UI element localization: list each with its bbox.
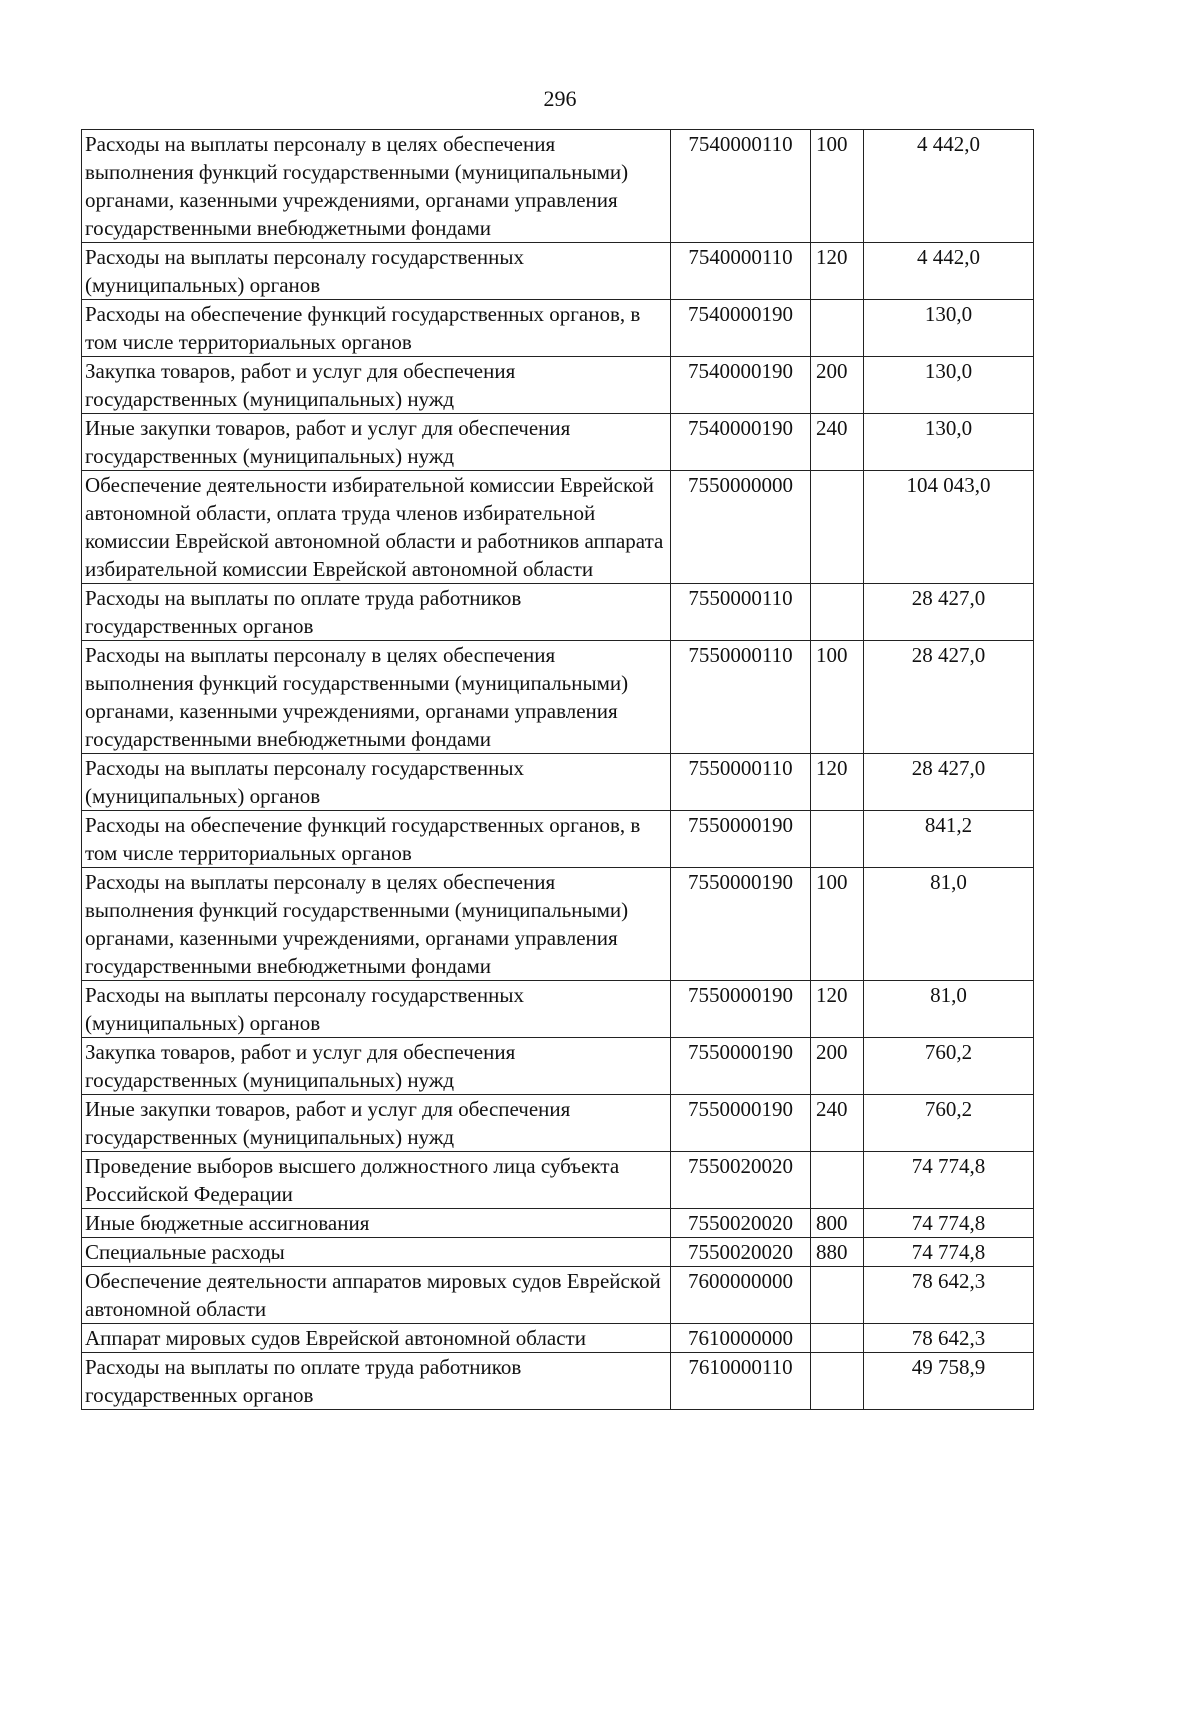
row-name: Расходы на выплаты персоналу государственных (муниципальных) органов [82,243,671,300]
row-name: Обеспечение деятельности избирательной комиссии Еврейской автономной области, оплата труда членов избирательной комиссии Еврейской автономной области и работников аппарата избирательной комиссии Еврейской автономной области [82,471,671,584]
row-amount: 760,2 [864,1095,1034,1152]
row-amount: 74 774,8 [864,1152,1034,1209]
row-expense-type [811,1152,864,1209]
row-code: 7550000190 [671,981,811,1038]
row-amount: 28 427,0 [864,584,1034,641]
row-code: 7550000000 [671,471,811,584]
row-code: 7550020020 [671,1152,811,1209]
table-row [82,641,1034,754]
row-expense-type: 100 [811,130,864,243]
row-code: 7550000190 [671,811,811,868]
table-row [82,471,1034,584]
row-name: Расходы на выплаты персоналу государственных (муниципальных) органов [82,981,671,1038]
row-code: 7610000000 [671,1324,811,1353]
row-amount: 28 427,0 [864,641,1034,754]
row-amount: 4 442,0 [864,130,1034,243]
row-amount: 28 427,0 [864,754,1034,811]
row-amount: 130,0 [864,357,1034,414]
row-expense-type: 120 [811,754,864,811]
row-code: 7550020020 [671,1209,811,1238]
row-code: 7550000110 [671,584,811,641]
row-amount: 81,0 [864,868,1034,981]
row-expense-type: 200 [811,1038,864,1095]
row-name: Проведение выборов высшего должностного лица субъекта Российской Федерации [82,1152,671,1209]
row-name: Иные закупки товаров, работ и услуг для обеспечения государственных (муниципальных) нужд [82,414,671,471]
table-row [82,357,1034,414]
row-amount: 130,0 [864,300,1034,357]
row-code: 7540000110 [671,243,811,300]
row-name: Расходы на выплаты персоналу государственных (муниципальных) органов [82,754,671,811]
row-name: Аппарат мировых судов Еврейской автономной области [82,1324,671,1353]
row-code: 7540000190 [671,300,811,357]
table-row [82,130,1034,243]
table-row [82,1038,1034,1095]
row-name: Расходы на выплаты персоналу в целях обеспечения выполнения функций государственными (муниципальными) органами, казенными учреждениями, органами управления государственными внебюджетными фондами [82,868,671,981]
row-expense-type [811,1267,864,1324]
row-code: 7550000190 [671,1095,811,1152]
row-name: Обеспечение деятельности аппаратов мировых судов Еврейской автономной области [82,1267,671,1324]
row-name: Иные бюджетные ассигнования [82,1209,671,1238]
row-code: 7600000000 [671,1267,811,1324]
row-code: 7610000110 [671,1353,811,1410]
row-name: Расходы на выплаты по оплате труда работников государственных органов [82,1353,671,1410]
row-expense-type: 200 [811,357,864,414]
table-row [82,243,1034,300]
table-row [82,1209,1034,1238]
row-expense-type [811,471,864,584]
table-row [82,1238,1034,1267]
row-code: 7550000110 [671,754,811,811]
row-name: Расходы на выплаты персоналу в целях обеспечения выполнения функций государственными (муниципальными) органами, казенными учреждениями, органами управления государственными внебюджетными фондами [82,641,671,754]
row-name: Закупка товаров, работ и услуг для обеспечения государственных (муниципальных) нужд [82,357,671,414]
budget-table-body [82,130,1034,1410]
row-amount: 49 758,9 [864,1353,1034,1410]
row-amount: 74 774,8 [864,1238,1034,1267]
row-expense-type: 120 [811,981,864,1038]
row-code: 7540000110 [671,130,811,243]
row-amount: 841,2 [864,811,1034,868]
row-amount: 104 043,0 [864,471,1034,584]
row-expense-type: 240 [811,1095,864,1152]
table-row [82,868,1034,981]
row-name: Иные закупки товаров, работ и услуг для обеспечения государственных (муниципальных) нужд [82,1095,671,1152]
table-row [82,300,1034,357]
table-row [82,981,1034,1038]
row-expense-type [811,1324,864,1353]
row-amount: 78 642,3 [864,1267,1034,1324]
row-amount: 4 442,0 [864,243,1034,300]
row-expense-type: 800 [811,1209,864,1238]
table-row [82,1324,1034,1353]
row-expense-type: 100 [811,868,864,981]
row-expense-type [811,811,864,868]
row-amount: 78 642,3 [864,1324,1034,1353]
page-number: 296 [543,86,577,111]
budget-table [81,129,1034,1410]
row-code: 7540000190 [671,414,811,471]
row-code: 7550000190 [671,868,811,981]
row-name: Расходы на выплаты персоналу в целях обеспечения выполнения функций государственными (муниципальными) органами, казенными учреждениями, органами управления государственными внебюджетными фондами [82,130,671,243]
row-amount: 130,0 [864,414,1034,471]
row-amount: 74 774,8 [864,1209,1034,1238]
row-expense-type [811,1353,864,1410]
table-row [82,414,1034,471]
row-code: 7540000190 [671,357,811,414]
table-row [82,811,1034,868]
row-name: Расходы на обеспечение функций государственных органов, в том числе территориальных органов [82,300,671,357]
row-expense-type [811,300,864,357]
row-expense-type: 100 [811,641,864,754]
row-expense-type: 120 [811,243,864,300]
row-amount: 81,0 [864,981,1034,1038]
table-row [82,1095,1034,1152]
row-expense-type: 240 [811,414,864,471]
row-expense-type: 880 [811,1238,864,1267]
table-row [82,1152,1034,1209]
row-code: 7550000110 [671,641,811,754]
row-code: 7550020020 [671,1238,811,1267]
row-name: Расходы на выплаты по оплате труда работников государственных органов [82,584,671,641]
row-amount: 760,2 [864,1038,1034,1095]
row-name: Закупка товаров, работ и услуг для обеспечения государственных (муниципальных) нужд [82,1038,671,1095]
row-expense-type [811,584,864,641]
table-row [82,1353,1034,1410]
table-row [82,584,1034,641]
row-name: Расходы на обеспечение функций государственных органов, в том числе территориальных органов [82,811,671,868]
table-row [82,754,1034,811]
table-row [82,1267,1034,1324]
row-name: Специальные расходы [82,1238,671,1267]
row-code: 7550000190 [671,1038,811,1095]
